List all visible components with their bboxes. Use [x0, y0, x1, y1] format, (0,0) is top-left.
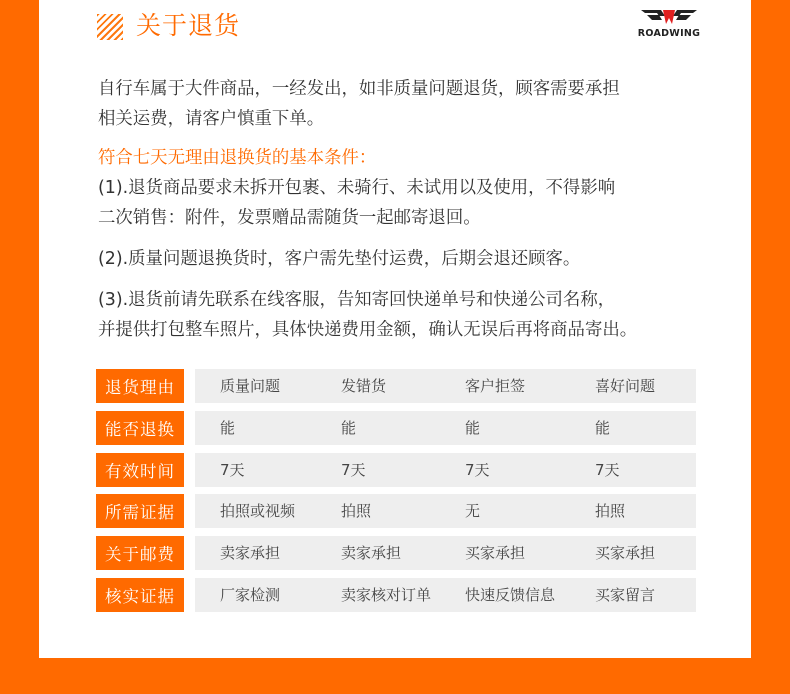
table-cell: 买家承担: [595, 544, 656, 562]
table-row: [96, 411, 696, 445]
condition-3: [98, 285, 637, 345]
table-cell: 发错货: [341, 377, 387, 395]
table-cell: 卖家承担: [341, 544, 402, 562]
condition-2: [98, 244, 580, 274]
table-cell: 7天: [220, 461, 245, 479]
condition-line: (3).退货前请先联系在线客服，告知寄回快递单号和快递公司名称，: [98, 290, 616, 310]
table-cell: 能: [465, 419, 481, 437]
table-cell: 卖家承担: [220, 544, 281, 562]
table-cell: 喜好问题: [595, 377, 656, 395]
intro-paragraph: [98, 74, 620, 134]
table-row: [96, 369, 696, 403]
logo-text: ROADWING: [637, 28, 701, 39]
condition-1: [98, 173, 615, 233]
table-cell: 质量问题: [220, 377, 281, 395]
content-card: [39, 0, 751, 658]
table-cell: 拍照: [341, 502, 372, 520]
row-header: 所需证据: [96, 494, 184, 528]
row-cells: [195, 578, 696, 612]
table-row: [96, 578, 696, 612]
stripe-icon: [97, 14, 123, 40]
conditions-title: 符合七天无理由退换货的基本条件：: [98, 148, 377, 168]
row-cells: [195, 453, 696, 487]
table-cell: 能: [341, 419, 357, 437]
intro-line: 自行车属于大件商品，一经发出，如非质量问题退货，顾客需要承担: [98, 79, 620, 99]
row-header: 有效时间: [96, 453, 184, 487]
table-cell: 厂家检测: [220, 586, 281, 604]
row-header: 核实证据: [96, 578, 184, 612]
row-cells: [195, 536, 696, 570]
row-header: 退货理由: [96, 369, 184, 403]
row-cells: [195, 494, 696, 528]
row-header: 能否退换: [96, 411, 184, 445]
table-cell: 7天: [595, 461, 620, 479]
table-cell: 快速反馈信息: [465, 586, 556, 604]
row-cells: [195, 369, 696, 403]
condition-line: 二次销售：附件，发票赠品需随货一起邮寄退回。: [98, 208, 481, 228]
table-cell: 客户拒签: [465, 377, 526, 395]
table-cell: 能: [595, 419, 611, 437]
wing-logo-icon: [639, 8, 699, 30]
table-cell: 买家留言: [595, 586, 656, 604]
row-cells: [195, 411, 696, 445]
intro-line: 相关运费，请客户慎重下单。: [98, 109, 325, 129]
table-cell: 卖家核对订单: [341, 586, 432, 604]
table-cell: 拍照或视频: [220, 502, 296, 520]
table-row: [96, 494, 696, 528]
condition-line: (1).退货商品要求未拆开包裹、未骑行、未试用以及使用，不得影响: [98, 178, 616, 198]
table-cell: 买家承担: [465, 544, 526, 562]
table-cell: 能: [220, 419, 236, 437]
table-cell: 无: [465, 502, 481, 520]
condition-line: 并提供打包整车照片，具体快递费用金额，确认无误后再将商品寄出。: [98, 320, 638, 340]
table-row: [96, 536, 696, 570]
table-cell: 7天: [341, 461, 366, 479]
table-cell: 7天: [465, 461, 490, 479]
row-header: 关于邮费: [96, 536, 184, 570]
condition-line: (2).质量问题退换货时，客户需先垫付运费，后期会退还顾客。: [98, 249, 581, 269]
brand-logo: [629, 8, 709, 42]
table-row: [96, 453, 696, 487]
table-cell: 拍照: [595, 502, 626, 520]
page-title: 关于退货: [136, 11, 241, 40]
